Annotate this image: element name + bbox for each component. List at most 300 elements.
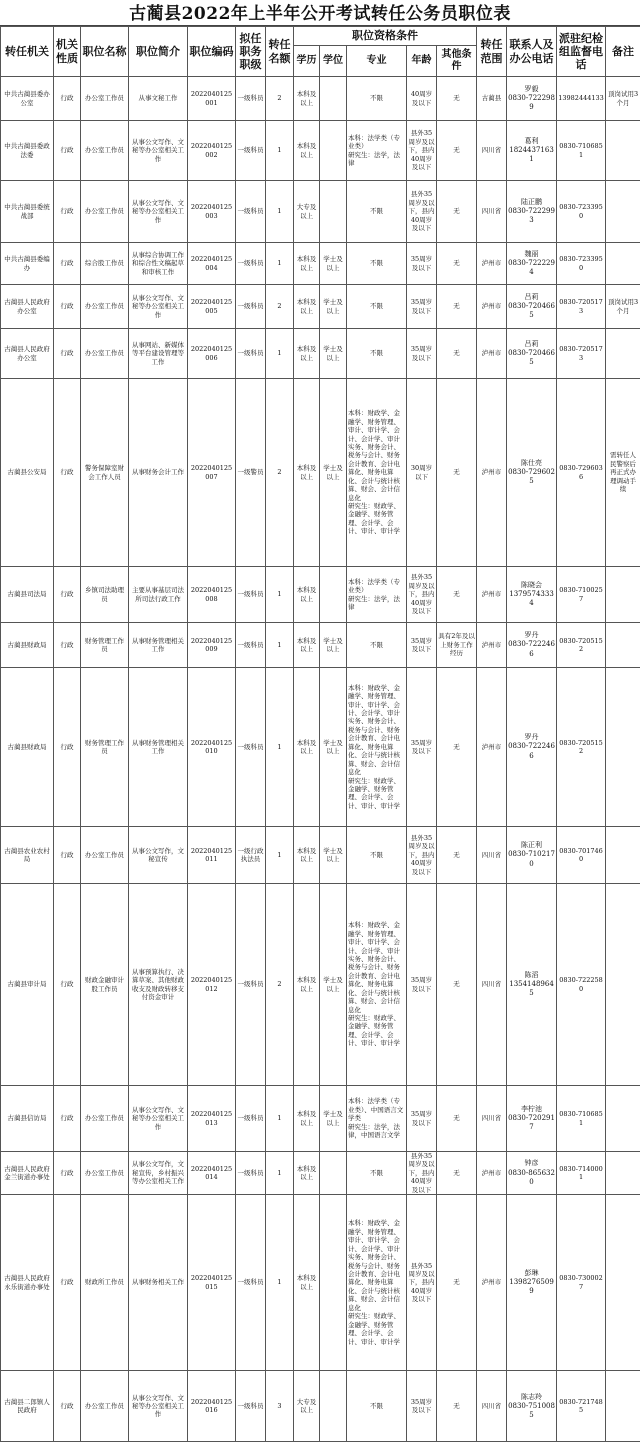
cell-supervise: 0830-7100257 (557, 567, 606, 623)
cell-org: 中共古蔺县委统战部 (1, 181, 54, 243)
cell-supervise: 0830-7205152 (557, 623, 606, 668)
contact-phone: 0830-7296025 (508, 467, 555, 486)
cell-other: 无 (437, 827, 477, 884)
header-supervise: 派驻纪检组监督电话 (557, 27, 606, 77)
table-row (1, 121, 640, 181)
contact-phone: 0830-7222993 (508, 206, 555, 225)
cell-nature: 行政 (54, 121, 81, 181)
contact-phone: 18244371631 (509, 145, 554, 164)
contact-phone: 0830-7204665 (508, 301, 555, 320)
cell-major: 不限 (347, 285, 407, 329)
table-row (1, 668, 640, 827)
cell-nature: 行政 (54, 379, 81, 567)
cell-supervise: 0830-7205152 (557, 668, 606, 827)
contact-name: 陈志羚 (521, 1392, 543, 1401)
cell-scope: 古蔺县 (477, 77, 507, 121)
cell-note: 需转任人民警察后再正式办理调动手续 (606, 379, 640, 567)
cell-edu: 本科及以上 (294, 329, 320, 379)
cell-code: 2022040125002 (188, 121, 236, 181)
cell-count: 3 (266, 1371, 294, 1442)
cell-edu: 本科及以上 (294, 827, 320, 884)
header-code: 职位编码 (188, 27, 236, 77)
cell-count: 1 (266, 623, 294, 668)
cell-desc: 从事公文写作，文秘宣传，乡村振兴等办公室相关工作 (129, 1152, 188, 1195)
cell-note (606, 181, 640, 243)
cell-edu: 大专及以上 (294, 181, 320, 243)
cell-age: 县外35周岁及以下，县内40周岁及以下 (408, 1152, 435, 1194)
contact-name: 陆正鹏 (521, 197, 543, 206)
cell-position: 办公室工作员 (81, 827, 129, 884)
cell-nature: 行政 (54, 1086, 81, 1152)
cell-major: 本科：财政学、金融学、财务管理、审计、审计学、会计、会计学、审计实务、财务会计、税务与会计、财务会计教育、会计电算化、财务电算化、会计与统计核算、财会、会计信息化 研究生：财政学、金融学、财务管理、会计学、会计、审计、审计学 (347, 884, 407, 1086)
cell-org: 古蔺县人民政府永乐街道办事处 (1, 1195, 54, 1371)
cell-position: 办公室工作员 (81, 285, 129, 329)
cell-major: 不限 (347, 1152, 407, 1195)
contact-name: 吕莉 (524, 292, 539, 301)
cell-nature: 行政 (54, 329, 81, 379)
cell-nature: 行政 (54, 827, 81, 884)
cell-level: 一级警员 (236, 379, 266, 567)
cell-nature: 行政 (54, 285, 81, 329)
contact-name: 葛利 (524, 136, 539, 145)
cell-degree: 学士及以上 (320, 285, 347, 329)
cell-code: 2022040125013 (188, 1086, 236, 1152)
contact-name: 罗丹 (524, 733, 539, 742)
cell-age: 35周岁及以下 (407, 1371, 437, 1442)
cell-position: 财政金融审计股工作员 (81, 884, 129, 1086)
positions-table (0, 26, 640, 1442)
cell-degree: 学士及以上 (320, 379, 347, 567)
cell-major: 本科：财政学、金融学、财务管理、审计、审计学、会计、会计学、审计实务、财务会计、税务与会计、财务会计教育、会计电算化、财务电算化、会计与统计核算、财会、会计信息化 研究生：财政学、金融学、财务管理、会计学、会计、审计、审计学 (347, 668, 407, 827)
table-row (1, 1086, 640, 1152)
cell-level: 一级科员 (236, 77, 266, 121)
cell-age: 35周岁及以下 (407, 243, 437, 285)
cell-count: 2 (266, 285, 294, 329)
cell-age: 县外35周岁及以下，县内40周岁及以下 (407, 1195, 437, 1371)
cell-contact (507, 884, 557, 1086)
cell-code: 2022040125010 (188, 668, 236, 827)
contact-phone: 13982765099 (509, 1278, 554, 1296)
cell-age: 县外35周岁及以下，县内40周岁及以下 (407, 121, 437, 181)
header-nature: 机关性质 (54, 27, 81, 77)
contact-name: 魏丽 (524, 249, 539, 258)
cell-org: 古蔺县审计局 (1, 884, 54, 1086)
cell-level: 一级科员 (236, 181, 266, 243)
cell-desc: 从事财务管理相关工作 (129, 668, 188, 827)
cell-code: 2022040125007 (188, 379, 236, 567)
header-scope: 转任范围 (477, 27, 507, 77)
cell-org: 古蔺县农业农村局 (1, 827, 54, 884)
cell-count: 1 (266, 181, 294, 243)
cell-note (606, 1371, 640, 1442)
cell-count: 1 (266, 121, 294, 181)
cell-supervise: 13982444133 (557, 77, 606, 121)
cell-contact (507, 1371, 557, 1442)
cell-level: 一级科员 (236, 285, 266, 329)
contact-phone: 13541489645 (509, 979, 554, 998)
cell-code: 2022040125005 (188, 285, 236, 329)
table-row (1, 827, 640, 884)
contact-phone: 0830-8656320 (508, 1168, 555, 1186)
cell-supervise: 0830-7217485 (557, 1371, 606, 1442)
cell-note (606, 668, 640, 827)
cell-contact (507, 567, 557, 623)
cell-contact (507, 181, 557, 243)
cell-supervise: 0830-7222580 (557, 884, 606, 1086)
header-note: 备注 (606, 27, 640, 77)
cell-note (606, 243, 640, 285)
contact-phone: 0830-7222466 (508, 742, 555, 760)
cell-degree (320, 77, 347, 121)
cell-edu: 大专及以上 (294, 1371, 320, 1442)
cell-note: 顶岗试用3个月 (606, 285, 640, 329)
header-contact: 联系人及办公电话 (507, 27, 557, 77)
contact-phone: 13795743334 (509, 589, 554, 608)
cell-desc: 从事公文写作、文秘等办公室相关工作 (129, 1371, 188, 1442)
cell-code: 2022040125004 (188, 243, 236, 285)
cell-contact (507, 379, 557, 567)
table-row (1, 181, 640, 243)
cell-position: 财务管理工作员 (81, 623, 129, 668)
cell-age: 35周岁及以下 (407, 668, 437, 827)
contact-name: 陈滔 (524, 970, 539, 979)
table-row (1, 77, 640, 121)
cell-degree: 学士及以上 (320, 827, 347, 884)
cell-code: 2022040125003 (188, 181, 236, 243)
cell-edu: 本科及以上 (294, 77, 320, 121)
cell-other: 无 (437, 121, 477, 181)
cell-contact (507, 623, 557, 668)
cell-contact (507, 1086, 557, 1152)
cell-scope: 四川省 (477, 181, 507, 243)
cell-org: 古蔺县信访局 (1, 1086, 54, 1152)
header-major: 专业 (347, 46, 407, 77)
cell-count: 1 (266, 243, 294, 285)
cell-scope: 泸州市 (477, 329, 507, 379)
cell-contact (507, 329, 557, 379)
cell-desc: 从事公文写作、文秘等办公室相关工作 (129, 285, 188, 329)
cell-count: 2 (266, 379, 294, 567)
cell-level: 一级科员 (236, 243, 266, 285)
cell-supervise: 0830-7017460 (557, 827, 606, 884)
cell-level: 一级科员 (236, 623, 266, 668)
cell-code: 2022040125006 (188, 329, 236, 379)
cell-supervise: 0830-7205173 (557, 329, 606, 379)
contact-phone: 0830-7102170 (508, 850, 555, 868)
cell-major: 本科：财政学、金融学、财务管理、审计、审计学、会计、会计学、审计实务、财务会计、税务与会计、财务会计教育、会计电算化、财务电算化、会计与统计核算、财会、会计信息化 研究生：财政学、金融学、财务管理、会计学、会计、审计、审计学 (347, 379, 407, 567)
cell-code: 2022040125009 (188, 623, 236, 668)
cell-contact (507, 1152, 557, 1195)
cell-supervise: 0830-7106851 (557, 121, 606, 181)
cell-other: 具有2年及以上财务工作经历 (437, 623, 477, 668)
cell-age: 35周岁及以下 (407, 623, 437, 668)
cell-position: 综合股工作员 (81, 243, 129, 285)
cell-scope: 泸州市 (477, 567, 507, 623)
cell-desc: 从事公文写作，文秘宣传 (129, 827, 188, 884)
cell-org: 古蔺县二郎镇人民政府 (1, 1371, 54, 1442)
cell-other: 无 (437, 1152, 477, 1195)
cell-major: 本科：财政学、金融学、财务管理、审计、审计学、会计、会计学、审计实务、财务会计、税务与会计、财务会计教育、会计电算化、财务电算化、会计与统计核算、财会、会计信息化 研究生：财政学、金融学、财务管理、会计学、会计、审计、审计学 (347, 1195, 407, 1371)
cell-degree (320, 1195, 347, 1371)
cell-desc: 从事财务相关工作 (129, 1195, 188, 1371)
cell-count: 1 (266, 1152, 294, 1195)
cell-major: 不限 (347, 329, 407, 379)
cell-count: 1 (266, 827, 294, 884)
cell-desc: 从事文秘工作 (129, 77, 188, 121)
cell-nature: 行政 (54, 181, 81, 243)
cell-other: 无 (437, 181, 477, 243)
cell-edu: 本科及以上 (294, 668, 320, 827)
cell-edu: 本科及以上 (294, 1152, 320, 1195)
header-org: 转任机关 (1, 27, 54, 77)
cell-note (606, 1086, 640, 1152)
cell-scope: 四川省 (477, 121, 507, 181)
cell-edu: 本科及以上 (294, 379, 320, 567)
cell-position: 办公室工作员 (81, 77, 129, 121)
cell-code: 2022040125015 (188, 1195, 236, 1371)
cell-org: 古蔺县财政局 (1, 623, 54, 668)
cell-edu: 本科及以上 (294, 884, 320, 1086)
cell-degree: 学士及以上 (320, 668, 347, 827)
cell-supervise: 0830-7233950 (557, 181, 606, 243)
cell-edu: 本科及以上 (294, 623, 320, 668)
cell-org: 古蔺县公安局 (1, 379, 54, 567)
table-body (1, 77, 640, 1442)
contact-phone: 0830-7222466 (508, 640, 555, 658)
cell-note: 顶岗试用3个月 (606, 77, 640, 121)
contact-phone: 0830-7202917 (508, 1113, 555, 1132)
cell-note (606, 1195, 640, 1371)
cell-nature: 行政 (54, 623, 81, 668)
cell-code: 2022040125014 (188, 1152, 236, 1195)
contact-name: 罗毅 (524, 84, 539, 93)
contact-name: 罗丹 (524, 631, 539, 640)
cell-desc: 从事公文写作、文秘等办公室相关工作 (129, 1086, 188, 1152)
cell-org: 中共古蔺县委政法委 (1, 121, 54, 181)
cell-degree (320, 181, 347, 243)
cell-degree (320, 121, 347, 181)
cell-code: 2022040125008 (188, 567, 236, 623)
cell-position: 办公室工作员 (81, 121, 129, 181)
cell-major: 不限 (347, 1371, 407, 1442)
cell-org: 古蔺县财政局 (1, 668, 54, 827)
table-row (1, 567, 640, 623)
cell-scope: 泸州市 (477, 623, 507, 668)
cell-scope: 泸州市 (477, 1195, 507, 1371)
cell-org: 中共古蔺县委办公室 (1, 77, 54, 121)
cell-level: 一级科员 (236, 121, 266, 181)
contact-phone: 0830-7222989 (508, 93, 555, 112)
cell-other: 无 (437, 1086, 477, 1152)
cell-scope: 四川省 (477, 1086, 507, 1152)
cell-supervise: 0830-7296036 (557, 379, 606, 567)
cell-position: 财政所工作员 (81, 1195, 129, 1371)
cell-nature: 行政 (54, 1371, 81, 1442)
cell-desc: 从事综合协调工作和综合性文稿起草和审核工作 (129, 243, 188, 285)
cell-position: 办公室工作员 (81, 181, 129, 243)
cell-scope: 泸州市 (477, 285, 507, 329)
cell-desc: 从事财务管理相关工作 (129, 623, 188, 668)
cell-org: 古蔺县司法局 (1, 567, 54, 623)
cell-count: 2 (266, 77, 294, 121)
cell-nature: 行政 (54, 77, 81, 121)
cell-scope: 泸州市 (477, 243, 507, 285)
cell-position: 乡镇司法助理员 (81, 567, 129, 623)
cell-nature: 行政 (54, 1195, 81, 1371)
cell-other: 无 (437, 1371, 477, 1442)
cell-nature: 行政 (54, 1152, 81, 1195)
cell-note (606, 329, 640, 379)
table-row (1, 329, 640, 379)
contact-name: 陈正利 (521, 841, 543, 850)
cell-code: 2022040125012 (188, 884, 236, 1086)
contact-name: 李柠池 (521, 1104, 543, 1113)
cell-contact (507, 668, 557, 827)
cell-count: 1 (266, 1086, 294, 1152)
cell-age: 30周岁以下 (407, 379, 437, 567)
contact-name: 陈仕亮 (521, 458, 543, 467)
cell-major: 不限 (347, 181, 407, 243)
cell-supervise: 0830-7233950 (557, 243, 606, 285)
cell-count: 1 (266, 567, 294, 623)
table-row (1, 1152, 640, 1195)
header-level: 拟任职务职级 (236, 27, 266, 77)
cell-level: 一级行政执法员 (236, 827, 266, 884)
cell-major: 本科：法学类（专业类）、中国语言文学类 研究生：法学，法律，中国语言文学 (347, 1086, 407, 1152)
cell-scope: 泸州市 (477, 668, 507, 827)
contact-name: 钟彦 (524, 1159, 539, 1168)
header-age: 年龄 (407, 46, 437, 77)
cell-edu: 本科及以上 (294, 1195, 320, 1371)
contact-name: 陈晓会 (521, 580, 543, 589)
contact-name: 彭琳 (524, 1269, 539, 1278)
cell-contact (507, 121, 557, 181)
header-position: 职位名称 (81, 27, 129, 77)
cell-count: 1 (266, 668, 294, 827)
cell-other: 无 (437, 285, 477, 329)
cell-degree: 学士及以上 (320, 1086, 347, 1152)
cell-org: 古蔺县人民政府办公室 (1, 329, 54, 379)
cell-other: 无 (437, 668, 477, 827)
cell-other: 无 (437, 329, 477, 379)
cell-note (606, 827, 640, 884)
cell-level: 一级科员 (236, 1086, 266, 1152)
table-row (1, 285, 640, 329)
cell-code: 2022040125011 (188, 827, 236, 884)
cell-level: 一级科员 (236, 329, 266, 379)
cell-nature: 行政 (54, 243, 81, 285)
cell-age: 县外35周岁及以下，县内40周岁及以下 (407, 181, 437, 243)
cell-supervise: 0830-7300027 (557, 1195, 606, 1371)
cell-position: 警务保障室财会工作人员 (81, 379, 129, 567)
cell-note (606, 567, 640, 623)
cell-edu: 本科及以上 (294, 567, 320, 623)
cell-count: 2 (266, 884, 294, 1086)
cell-degree: 学士及以上 (320, 884, 347, 1086)
cell-major: 不限 (347, 243, 407, 285)
cell-org: 古蔺县人民政府办公室 (1, 285, 54, 329)
cell-edu: 本科及以上 (294, 285, 320, 329)
cell-other: 无 (437, 884, 477, 1086)
cell-count: 1 (266, 1195, 294, 1371)
table-row (1, 1195, 640, 1371)
cell-desc: 主要从事基层司法所司法行政工作 (129, 567, 188, 623)
cell-note (606, 884, 640, 1086)
table-row (1, 884, 640, 1086)
cell-note (606, 623, 640, 668)
cell-org: 古蔺县人民政府金兰街道办事处 (1, 1152, 54, 1195)
cell-position: 财务管理工作员 (81, 668, 129, 827)
cell-other: 无 (437, 1195, 477, 1371)
cell-major: 不限 (347, 623, 407, 668)
cell-level: 一级科员 (236, 1152, 266, 1195)
cell-count: 1 (266, 329, 294, 379)
header-degree: 学位 (320, 46, 347, 77)
header-qualification: 职位资格条件 (294, 27, 477, 46)
cell-level: 一级科员 (236, 1371, 266, 1442)
cell-age: 35周岁及以下 (407, 884, 437, 1086)
cell-degree: 学士及以上 (320, 329, 347, 379)
cell-degree (320, 1371, 347, 1442)
cell-other: 无 (437, 243, 477, 285)
cell-position: 办公室工作员 (81, 329, 129, 379)
header-count: 转任名额 (266, 27, 294, 77)
cell-level: 一级科员 (236, 567, 266, 623)
cell-other: 无 (437, 567, 477, 623)
table-row (1, 379, 640, 567)
cell-age: 35周岁及以下 (407, 1086, 437, 1152)
contact-name: 吕莉 (524, 339, 539, 348)
cell-nature: 行政 (54, 567, 81, 623)
cell-degree: 学士及以上 (320, 623, 347, 668)
cell-major: 不限 (347, 827, 407, 884)
cell-age: 40周岁及以下 (407, 77, 437, 121)
cell-scope: 四川省 (477, 884, 507, 1086)
cell-age: 35周岁及以下 (407, 285, 437, 329)
header-other: 其他条件 (437, 46, 477, 77)
cell-note (606, 1152, 640, 1195)
cell-scope: 四川省 (477, 1371, 507, 1442)
cell-code: 2022040125001 (188, 77, 236, 121)
cell-nature: 行政 (54, 884, 81, 1086)
cell-supervise: 0830-7106851 (557, 1086, 606, 1152)
cell-other: 无 (437, 379, 477, 567)
header-desc: 职位简介 (129, 27, 188, 77)
cell-desc: 从事公文写作、文秘等办公室相关工作 (129, 181, 188, 243)
table-row (1, 243, 640, 285)
cell-supervise: 0830-7205173 (557, 285, 606, 329)
table-row (1, 1371, 640, 1442)
cell-age: 县外35周岁及以下，县内40周岁及以下 (407, 827, 437, 884)
cell-nature: 行政 (54, 668, 81, 827)
table-row (1, 623, 640, 668)
cell-edu: 本科及以上 (294, 243, 320, 285)
cell-desc: 从事财务会计工作 (129, 379, 188, 567)
cell-desc: 从事网站、新媒体等平台建设管理等工作 (129, 329, 188, 379)
contact-phone: 0830-7204665 (508, 348, 555, 367)
cell-level: 一级科员 (236, 668, 266, 827)
cell-org: 中共古蔺县委编办 (1, 243, 54, 285)
page-title: 古蔺县2022年上半年公开考试转任公务员职位表 (0, 0, 640, 26)
cell-age: 县外35周岁及以下，县内40周岁及以下 (407, 567, 437, 623)
cell-supervise: 0830-7140001 (557, 1152, 606, 1195)
cell-position: 办公室工作员 (81, 1152, 129, 1195)
cell-desc: 从事预算执行、决算草案、其他财政收支及财政转移支付资金审计 (129, 884, 188, 1086)
cell-scope: 泸州市 (477, 1152, 507, 1195)
cell-scope: 泸州市 (477, 379, 507, 567)
cell-age: 35周岁及以下 (407, 329, 437, 379)
cell-edu: 本科及以上 (294, 121, 320, 181)
